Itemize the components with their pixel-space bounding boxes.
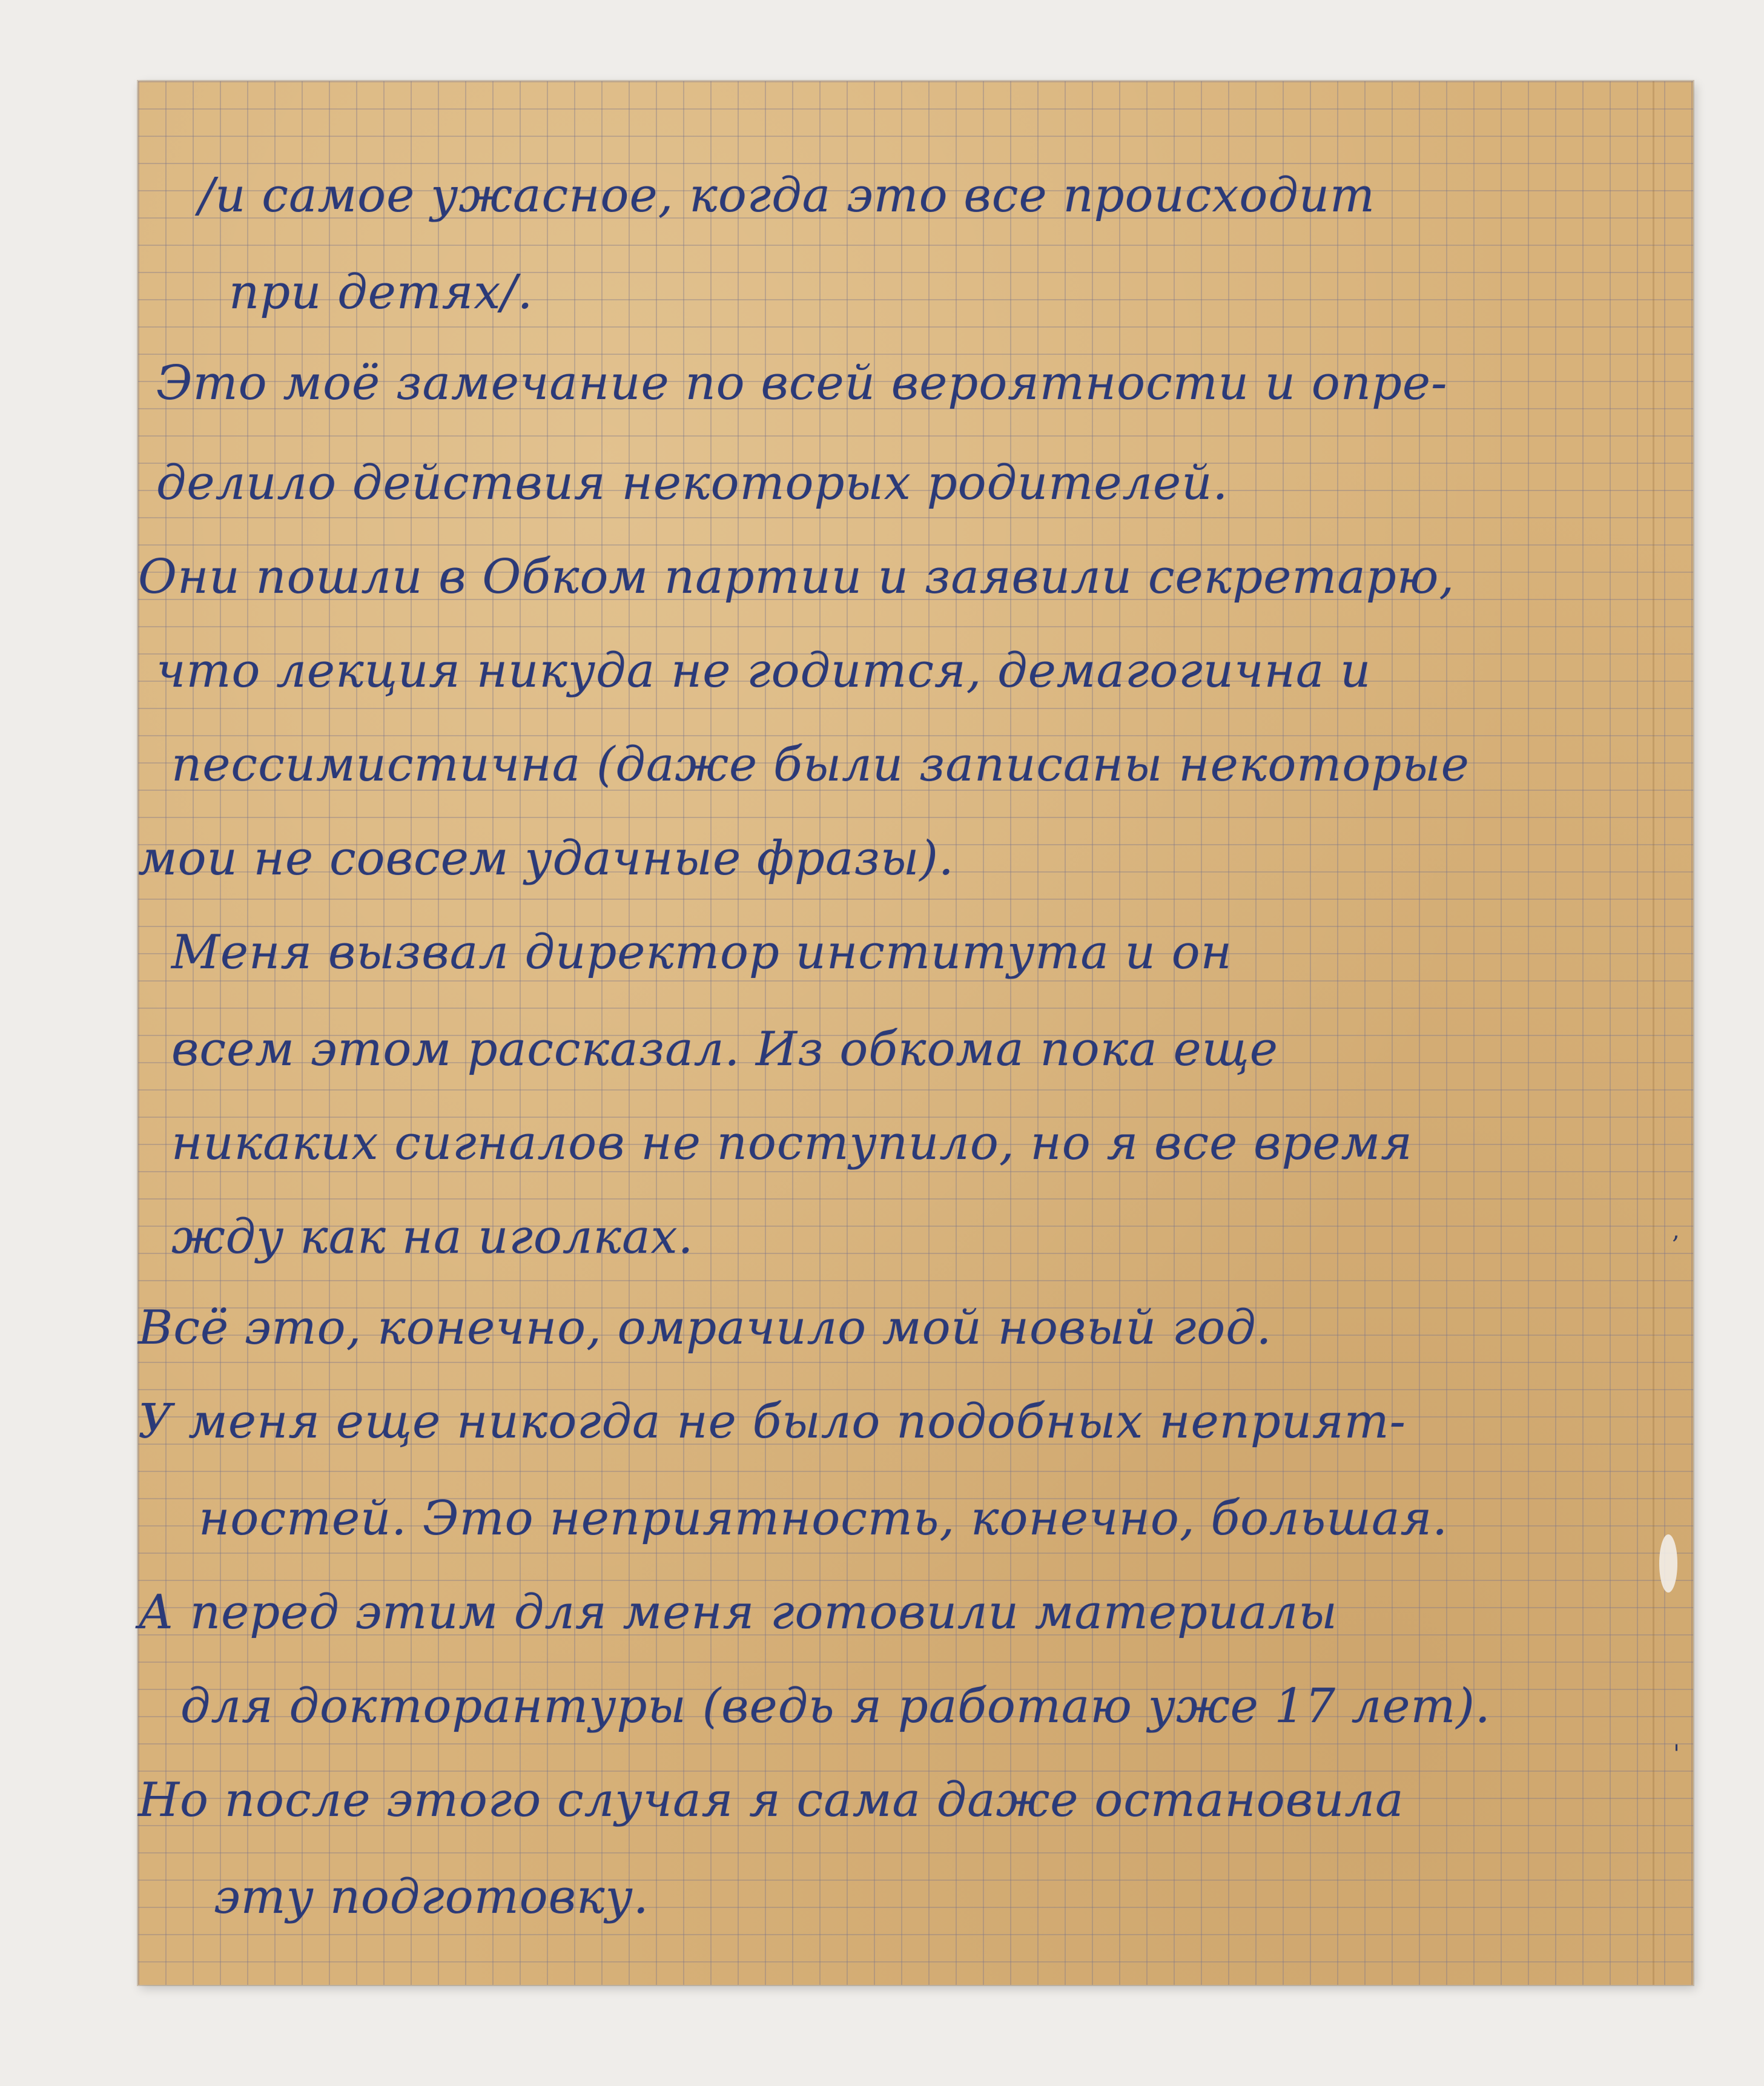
text-line: мои не совсем удачные фразы). <box>138 831 954 886</box>
text-line: Они пошли в Обком партии и заявили секретарю, <box>138 550 1455 604</box>
text-line: для докторантуры (ведь я работаю уже 17 лет). <box>180 1679 1491 1734</box>
text-line: что лекция никуда не годится, демагогична и <box>156 644 1372 698</box>
margin-mark: , <box>1672 1216 1680 1244</box>
text-line: эту подготовку. <box>214 1870 649 1924</box>
text-line: ностей. Это неприятность, конечно, большая. <box>199 1491 1449 1546</box>
text-line: при детях/. <box>229 265 533 320</box>
text-line: пессимистична (даже были записаны некоторые <box>171 738 1470 792</box>
notebook-page <box>138 81 1693 1985</box>
handwritten-text <box>138 81 1693 1985</box>
text-line: Это моё замечание по всей вероятности и опре- <box>156 356 1448 411</box>
text-line: /и самое ужасное, когда это все происходит <box>199 168 1376 223</box>
text-line: Меня вызвал директор института и он <box>171 925 1232 980</box>
text-line: У меня еще никогда не было подобных неприят- <box>138 1395 1406 1449</box>
text-line: никаких сигналов не поступило, но я все время <box>171 1116 1413 1170</box>
text-line: Всё это, конечно, омрачило мой новый год. <box>138 1301 1272 1355</box>
text-line: жду как на иголках. <box>171 1210 694 1264</box>
text-line: Но после этого случая я сама даже остановила <box>138 1773 1404 1827</box>
text-line: делило действия некоторых родителей. <box>156 456 1229 510</box>
margin-mark: ' <box>1673 1740 1680 1768</box>
text-line: А перед этим для меня готовили материалы <box>138 1585 1338 1640</box>
text-line: всем этом рассказал. Из обкома пока еще <box>171 1022 1278 1077</box>
